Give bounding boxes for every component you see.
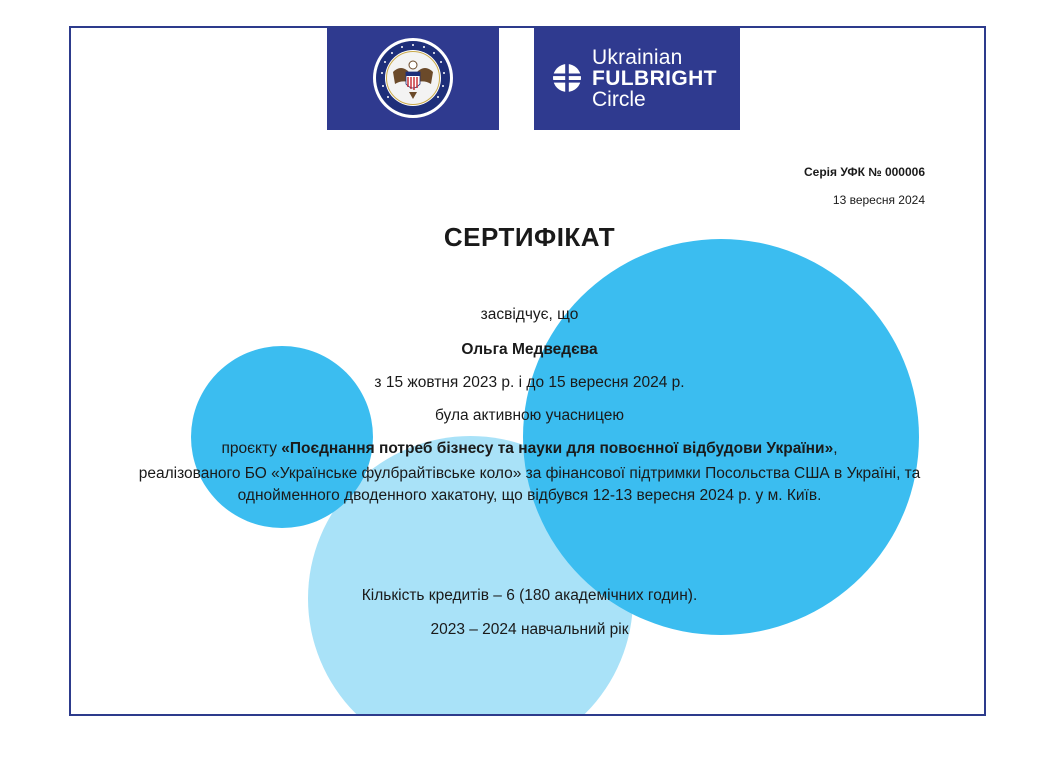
certificate-series: Серія УФК № 000006 [803, 165, 925, 179]
certificate-title: СЕРТИФІКАТ [443, 222, 616, 252]
fulbright-line-2: FULBRIGHT [592, 66, 717, 90]
fulbright-line-3: Circle [592, 87, 646, 111]
certifies-text: засвідчує, що [480, 306, 579, 323]
participation-period: з 15 жовтня 2023 р. і до 15 вересня 2024 р. [374, 374, 685, 391]
fulbright-wordmark [592, 47, 717, 110]
project-line [71, 440, 986, 458]
project-suffix: , [833, 440, 838, 457]
fulbright-line-1: Ukrainian [592, 45, 683, 69]
project-description: реалізованого БО «Українське фулбрайтівське коло» за фінансової підтримки Посольства США в Україні, та однойменного дводенного хакатону, що відбувся 12-13 вересня 2024 р. у м. Київ. [138, 465, 921, 504]
credits-text: Кількість кредитів – 6 (180 академічних годин). [361, 587, 698, 604]
issue-date: 13 вересня 2024 [832, 193, 925, 207]
project-name: «Поєднання потреб бізнесу та науки для повоєнної відбудови України» [281, 440, 834, 457]
project-prefix: проєкту [221, 440, 282, 457]
embassy-logo [327, 26, 499, 130]
certificate-frame [69, 26, 986, 716]
fulbright-logo [534, 26, 740, 130]
us-embassy-seal-icon [371, 36, 455, 120]
fulbright-globe-icon [552, 63, 582, 93]
recipient-name: Ольга Медведєва [461, 341, 598, 358]
decorative-circle-large [523, 239, 919, 635]
academic-year: 2023 – 2024 навчальний рік [430, 621, 629, 638]
participant-role: була активною учасницею [435, 407, 624, 424]
